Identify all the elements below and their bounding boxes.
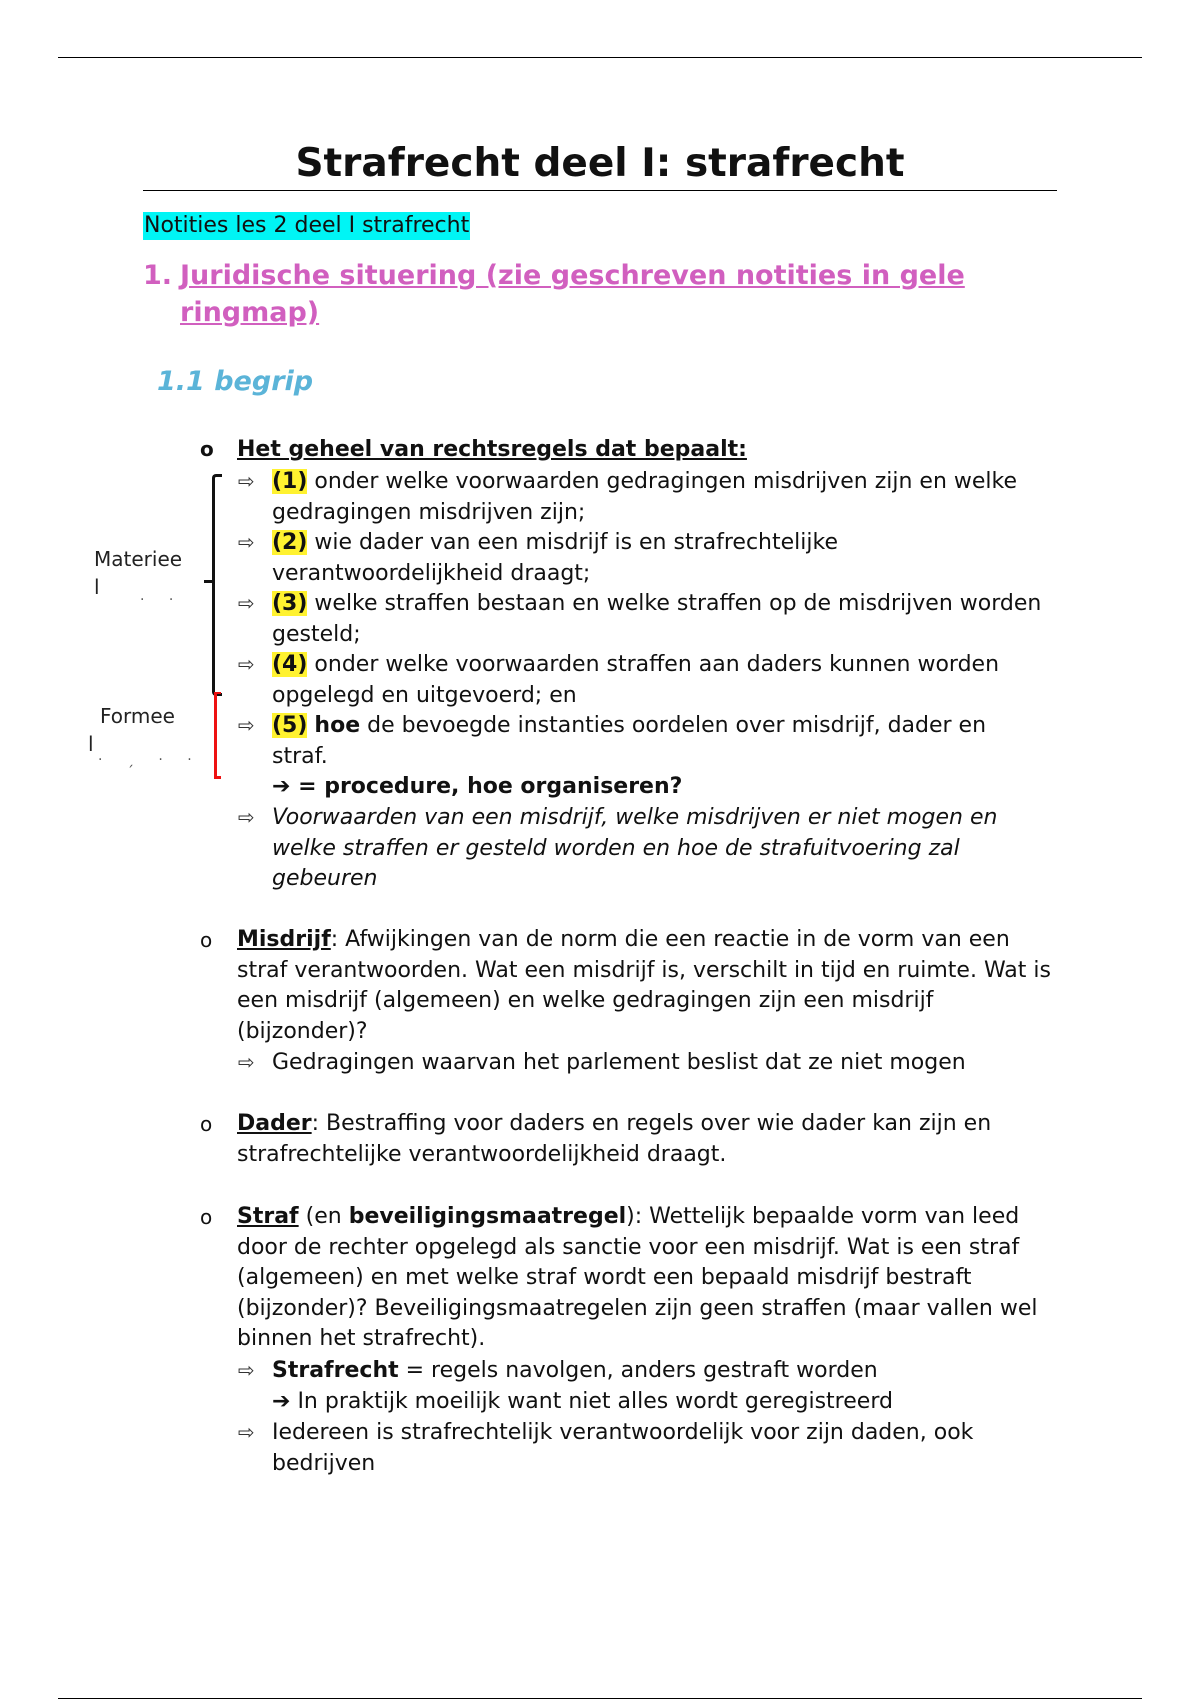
procedure-text: = procedure, hoe organiseren? (298, 774, 683, 799)
misdrijf-paragraph (237, 925, 1052, 1047)
bullet-circle: o (200, 1205, 213, 1229)
arrow-right-icon: ⇨ (238, 591, 255, 615)
brace-materieel-tip (204, 580, 214, 583)
definition-item (272, 528, 992, 589)
item-text: welke straffen bestaan en welke straffen op de misdrijven worden gesteld; (272, 591, 1042, 647)
notes-label: Notities les 2 deel I strafrecht (144, 213, 470, 238)
bullet-circle: o (200, 928, 213, 952)
bullet-circle: o (200, 1112, 213, 1136)
item-number: (3) (272, 591, 308, 616)
item-number: (2) (272, 530, 308, 555)
straf-paragraph (237, 1202, 1057, 1355)
definition-item (272, 467, 1047, 528)
side-label-materieel: Materiee l (94, 547, 183, 599)
faint-dots: · ˏ · · (98, 752, 202, 768)
definition-item (272, 711, 1047, 772)
brace-formeel (214, 692, 221, 779)
definition-summary: Voorwaarden van een misdrijf, welke misdrijven er niet mogen en welke straffen er gesteld worden en hoe de strafuitvoering zal gebeuren (272, 805, 998, 891)
item-number: (5) (272, 713, 308, 738)
arrow-right-icon: ⇨ (238, 530, 255, 554)
straf-sub-1-arrow-text: In praktijk moeilijk want niet alles wordt geregistreerd (297, 1389, 893, 1414)
bullet-circle: o (200, 437, 214, 461)
straf-sub-1-arrow (272, 1387, 1052, 1418)
arrow-right-icon: ⇨ (238, 1358, 255, 1382)
solid-arrow-icon: ➔ (272, 1389, 291, 1414)
heading-1-number: 1. (143, 260, 173, 291)
straf-term: Straf (237, 1204, 299, 1229)
solid-arrow-icon: ➔ (272, 774, 291, 799)
definition-item (272, 650, 1022, 711)
arrow-right-icon: ⇨ (238, 469, 255, 493)
item-text: de bevoegde instanties oordelen over misdrijf, dader en straf. (272, 713, 987, 769)
faint-dots: · · (140, 592, 184, 608)
dader-text: : Bestraffing voor daders en regels over wie dader kan zijn en strafrechtelijke verantwoordelijkheid draagt. (237, 1111, 992, 1167)
straf-sub-2: Iedereen is strafrechtelijk verantwoordelijk voor zijn daden, ook bedrijven (272, 1420, 974, 1476)
heading-1-text: Juridische situering (zie geschreven notities in gele ringmap) (180, 260, 965, 328)
footer-rule (58, 1698, 1142, 1699)
item-number: (1) (272, 469, 308, 494)
dader-term: Dader (237, 1111, 312, 1136)
item-number: (4) (272, 652, 308, 677)
arrow-right-icon: ⇨ (238, 713, 255, 737)
header-rule (58, 57, 1142, 58)
strafrecht-text: = regels navolgen, anders gestraft worden (398, 1358, 878, 1383)
page-title: Strafrecht deel I: strafrecht (143, 140, 1057, 191)
brace-materieel (212, 474, 222, 696)
arrow-right-icon: ⇨ (238, 1050, 255, 1074)
item-bold-word: hoe (314, 713, 361, 738)
misdrijf-sub: Gedragingen waarvan het parlement beslist dat ze niet mogen (272, 1050, 966, 1075)
arrow-right-icon: ⇨ (238, 652, 255, 676)
misdrijf-text: : Afwijkingen van de norm die een reactie in de vorm van een straf verantwoorden. Wat een misdrijf is, verschilt in tijd en ruimte. Wat is een misdrijf (algemeen) en welke gedragingen zijn een misdrijf (bijzonder)? (237, 927, 1051, 1044)
straf-term-2: beveiligingsmaatregel (348, 1204, 627, 1229)
item-text: wie dader van een misdrijf is en strafrechtelijke verantwoordelijkheid draagt; (272, 530, 838, 586)
straf-sub-1 (272, 1356, 1052, 1387)
strafrecht-term: Strafrecht (272, 1358, 399, 1383)
item-text: onder welke voorwaarden straffen aan daders kunnen worden opgelegd en uitgevoerd; en (272, 652, 1000, 708)
item-text: onder welke voorwaarden gedragingen misdrijven zijn en welke gedragingen misdrijven zijn; (272, 469, 1018, 525)
heading-2: 1.1 begrip (157, 366, 314, 397)
arrow-right-icon: ⇨ (238, 805, 255, 829)
straf-text-a: (en (298, 1204, 349, 1229)
straf-text-b: ): Wettelijk bepaalde vorm van leed door de rechter opgelegd als sanctie voor een misdrijf. Wat is een straf (algemeen) en met welke straf wordt een bepaald misdrijf bestraft (bijzonder)? Beveiligingsmaatregelen zijn geen straffen (maar vallen wel binnen het strafrecht). (237, 1204, 1038, 1351)
arrow-right-icon: ⇨ (238, 1420, 255, 1444)
misdrijf-term: Misdrijf (237, 927, 331, 952)
dader-paragraph (237, 1109, 1052, 1170)
side-label-formeel: Formee l (88, 704, 175, 756)
definition-item (272, 589, 1047, 650)
procedure-line (272, 772, 682, 803)
definition-intro: Het geheel van rechtsregels dat bepaalt: (237, 437, 747, 462)
